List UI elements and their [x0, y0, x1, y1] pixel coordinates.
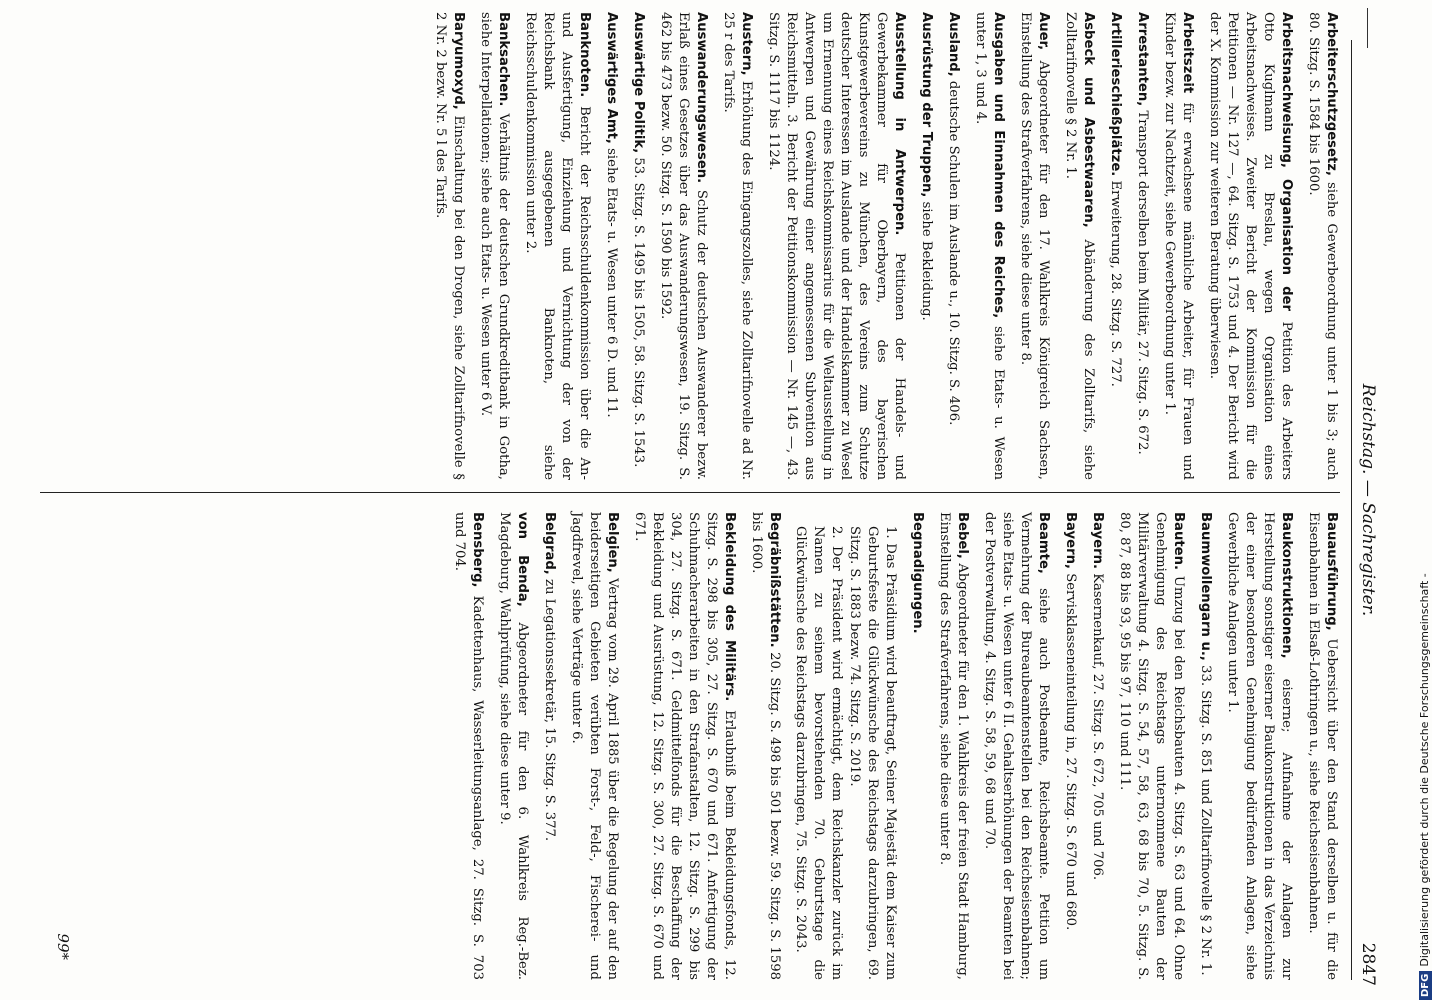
entry-headword: Arbeitszeit — [1180, 12, 1195, 94]
entry-headword: Bekleidung des Militärs. — [722, 512, 737, 702]
register-entry — [656, 12, 710, 480]
register-entry — [540, 512, 558, 980]
register-entry — [476, 12, 512, 480]
dfg-logo: DFG — [1419, 971, 1432, 1000]
register-entry — [1115, 512, 1187, 980]
entry-text: Einschaltung bei den Drogen, siehe Zolltarifnovelle § 2 Nr. 2 bezw. Nr. 5 l des Tarifs. — [433, 12, 466, 480]
register-entry — [1196, 512, 1214, 980]
page-header — [1350, 8, 1380, 992]
register-entry — [1304, 512, 1340, 980]
register-entry — [980, 512, 1052, 980]
right-column — [441, 512, 1340, 980]
entry-headword: Ausrüstung der Truppen, — [919, 12, 934, 198]
entry-text: siehe Etats- u. Wesen unter 6 D. und 11. — [604, 148, 619, 418]
entry-text: 20. Sitzg. S. 498 bis 501 bezw. 59. Sitzg. S. 1598 bis 1600. — [749, 512, 782, 980]
entry-headword: Baryumoxyd, — [451, 12, 466, 110]
column-divider — [40, 492, 1340, 493]
register-entry — [719, 12, 755, 480]
entry-headword: Belgrad, — [542, 512, 557, 575]
entry-text: Erweiterung, 28. Sitzg. S. 727. — [1108, 180, 1123, 387]
register-entry — [1061, 12, 1097, 480]
entry-text: Kasernenkauf, 27. Sitzg. S. 672, 705 und 706. — [1090, 573, 1105, 881]
entry-subitem: 2. Der Präsident wird ermächtigt, dem Reichskanzler zurück im Namen zu seinem bevorstehenden 70. Geburtstage die Glückwünsche des Reichstags darzubringen, 75. Sitzg. S. 2043. — [793, 526, 844, 980]
entry-headword: Beamte, — [1036, 512, 1051, 574]
register-entry — [431, 12, 467, 480]
entry-headword: Auer, — [1036, 12, 1051, 51]
entry-headword: Bauausführung, — [1324, 512, 1339, 631]
entry-text: deutsche Schulen im Auslande u., 10. Sitzg. S. 406. — [946, 80, 961, 426]
entry-text: 53. Sitzg. S. 1495 bis 1505, 58. Sitzg. S. 1543. — [631, 157, 646, 468]
entry-text: Umzug bei den Reichsbauten 4. Sitzg. S. 63 und 64. Ohne Genehmigung des Reichstags unternommene Bauten der Militärverwaltung 4. Sitzg. S. 54, 57, 58, 63, 68 bis 70, 5. Sitzg. S. 80, 87, 88 bis 93, 95 bis 97, 110 und 111. — [1117, 512, 1186, 980]
entry-headword: Banksachen. — [496, 12, 511, 107]
entry-headword: Auswanderungswesen. — [694, 12, 709, 184]
entry-headword: Ausstellung in Antwerpen. — [892, 12, 907, 236]
entry-text: Abgeordneter für den 1. Wahlkreis der freien Stadt Hamburg, Einstellung des Strafverfahrens, siehe diese unter 8. — [937, 512, 970, 981]
entry-text: Erlaubniß beim Bekleidungsfonds, 12. Sitzg. S. 298 bis 305, 27. Sitzg. S. 670 und 671. Anfertigung der Schuhmacherarbeiten in den Strafanstalten, 12. Sitzg. S. 299 bis 304, 27. Sitzg. S. 671. Geldmittelfonds für die Beschaffung der Bekleidung und Ausrüstung, 12. Sitzg. S. 300, 27. Sitzg. S. 670 und 671. — [632, 512, 737, 980]
register-entry — [1160, 12, 1196, 480]
register-entry — [1304, 12, 1340, 480]
entry-headword: Arbeitsnachweisung, Organisation der — [1279, 12, 1294, 311]
entry-headword: Ausland, — [946, 12, 961, 77]
register-entry — [764, 12, 908, 480]
entry-text: Verhältnis der deutschen Grundkreditbank in Gotha, siehe Interpellationen; siehe auch Etats- u. Wesen unter 6 V. — [478, 12, 511, 480]
entry-headword: Bayern, — [1063, 512, 1078, 569]
entry-text: Abgeordneter für den 6. Wahlkreis Reg.-Bez. Magdeburg, Wahlprüfung, siehe diese unter 9. — [497, 512, 530, 980]
entry-headword: Austern, — [739, 12, 754, 76]
entry-text: Uebersicht über den Stand derselben u. für die Eisenbahnen in Elsaß-Lothringen u., siehe Reichseisenbahnen. — [1306, 512, 1339, 980]
register-entry — [629, 12, 647, 480]
register-entry — [567, 512, 621, 980]
entry-headword: Baumwollengarn u., — [1198, 512, 1213, 661]
entry-text: Petitionen der Handels- und Gewerbekammer für Oberbayern, des bayerischen Kunstgewerbevereins zu München, des Vereins zum Schutze deutscher Interessen im Auslande und der Handelskammer zu Wesel um Ernennung eines Reichskommissarius für die Weltausstellung in Antwerpen und Gewährung einer angemessenen Subvention aus Reichsmitteln. 3. Bericht der Petitionskommission — Nr. 145 —, 43. Sitzg. S. 1117 bis 1124. — [766, 12, 907, 481]
register-entry — [521, 12, 593, 480]
entry-text: Transport derselben beim Militär, 27. Sitzg. S. 672. — [1135, 110, 1150, 455]
dfg-banner-text: Digitalisierung gefördert durch die Deutsche Forschungsgemeinschaft - — [1418, 573, 1431, 967]
entry-text: siehe Etats- u. Wesen unter 1, 3 und 4. — [973, 12, 1006, 480]
register-entry — [917, 12, 935, 480]
entry-headword: Auswärtiges Amt, — [604, 12, 619, 144]
entry-headword: Belgien, — [605, 512, 620, 573]
register-entry — [1016, 12, 1052, 480]
register-entry — [1205, 12, 1295, 480]
entry-headword: Bauten. — [1171, 512, 1186, 570]
register-entry — [1106, 12, 1124, 480]
entry-headword: Ausgaben und Einnahmen des Reiches, — [991, 12, 1006, 319]
register-entry — [630, 512, 738, 980]
entry-headword: von Benda, — [515, 512, 530, 607]
register-entry — [747, 512, 783, 980]
entry-headword: Auswärtige Politik, — [631, 12, 646, 154]
register-entry — [1223, 512, 1295, 980]
entry-text: Petition des Arbeiters Otto Kuglmann zu Breslau, wegen Organisation eines Arbeitsnachweises. Zweiter Bericht der Kommission für die Petitionen — Nr. 127 —, 64. Sitzg. S. 1753 und 4. Der Bericht wird der X. Kommission zur weiteren Beratung überwiesen. — [1207, 12, 1294, 480]
entry-text: Erhöhung des Eingangszolles, siehe Zolltarifnovelle ad Nr. 25 r des Tarifs. — [721, 12, 754, 480]
entry-text: für erwachsene männliche Arbeiter, für Frauen und Kinder bezw. zur Nachtzeit, siehe Gewerbeordnung unter 1. — [1162, 12, 1195, 480]
register-entry — [944, 12, 962, 480]
entry-text: Bericht der Reichsschuldenkommission über die An- und Ausfertigung, Einziehung und Vernichtung der von der Reichsbank ausgegebenen Banknoten, siehe Reichsschuldenkommission unter 2. — [523, 12, 592, 480]
register-entry — [1133, 12, 1151, 480]
entry-text: Schutz der deutschen Auswanderer bezw. Erlaß eines Gesetzes über das Auswanderungswesen, 19. Sitzg. S. 462 bis 473 bezw. 50. Sitzg. S. 1590 bis 1592. — [658, 12, 709, 480]
entry-text: Vertrag vom 29. April 1885 über die Regelung der auf den beiderseitigen Gebieten verübten Forst-, Feld-, Fischerei- und Jagdfrevel, siehe Verträge unter 6. — [569, 512, 620, 980]
entry-headword: Asbeck und Asbestwaaren, — [1081, 12, 1096, 228]
entry-text: Abänderung des Zolltarifs, siehe Zolltarifnovelle § 2 Nr. 1. — [1063, 12, 1096, 480]
entry-subitem: 1. Das Präsidium wird beauftragt, Seiner Majestät dem Kaiser zum Geburtsfeste die Glückwünsche des Reichstags darzubringen, 69. Sitzg. S. 1883 bezw. 74. Sitzg. S. 2019. — [847, 526, 898, 980]
entry-text: Kadettenhaus, Wasserleitungsanlage, 27. Sitzg. S. 703 und 704. — [452, 512, 485, 980]
register-entry — [971, 12, 1007, 480]
entry-headword: Bensberg, — [470, 512, 485, 588]
dfg-banner — [1418, 0, 1432, 1000]
entry-headword: Begräbnißstätten. — [767, 512, 782, 648]
register-entry — [450, 512, 486, 980]
signature-mark: 99* — [54, 933, 72, 960]
entry-text: siehe Gewerbeordnung unter 1 bis 3; auch 80. Sitzg. S. 1584 bis 1600. — [1306, 12, 1339, 480]
page-number: 2847 — [1358, 942, 1378, 986]
entry-headword: Artillerieschießplätze. — [1108, 12, 1123, 177]
entry-text: 33. Sitzg. S. 851 und Zolltarifnovelle § 2 Nr. 1. — [1198, 665, 1213, 976]
entry-headword: Bayern. — [1090, 512, 1105, 569]
register-entry — [602, 12, 620, 480]
entry-headword: Banknoten. — [577, 12, 592, 98]
entry-headword: Bebel, — [955, 512, 970, 559]
entry-headword: Arrestanten, — [1135, 12, 1150, 107]
left-column — [422, 12, 1340, 480]
entry-headword: Begnadigungen. — [910, 512, 925, 634]
entry-text: Abgeordneter für den 17. Wahlkreis Königreich Sachsen, Einstellung des Strafverfahrens, siehe diese unter 8. — [1018, 12, 1051, 480]
entry-text: zu Legationssekretär, 15. Sitzg. S. 377. — [542, 579, 557, 842]
register-entry — [908, 512, 926, 980]
register-entry — [1088, 512, 1106, 980]
entry-headword: Arbeiterschutzgesetz, — [1324, 12, 1339, 176]
entry-headword: Baukonstruktionen, — [1279, 512, 1294, 659]
top-rule — [1351, 40, 1352, 980]
entry-text: eiserne; Aufnahme der Anlagen zur Herstellung sonstiger eiserner Baukonstruktionen in das Verzeichnis der einer besonderen Genehmigung bedürfenden Anlagen, siehe Gewerbliche Anlagen unter 1. — [1225, 512, 1294, 980]
running-title: Reichstag. — Sachregister. — [1358, 383, 1378, 617]
entry-text: siehe auch Postbeamte, Reichsbeamte. Petition um Vermehrung der Bureaubeamtenstellen bei den Reichseisenbahnen; siehe Etats- u. Wesen unter 6 II. Gehaltserhöhungen der Beamten bei der Postverwaltung, 4. Sitzg. S. 58, 59, 68 und 70. — [982, 512, 1051, 980]
register-entry — [495, 512, 531, 980]
register-entry — [1061, 512, 1079, 980]
entry-text: siehe Bekleidung. — [919, 201, 934, 321]
entry-text: Servisklasseneinteilung in, 27. Sitzg. S. 670 und 680. — [1063, 573, 1078, 931]
register-entry — [935, 512, 971, 980]
